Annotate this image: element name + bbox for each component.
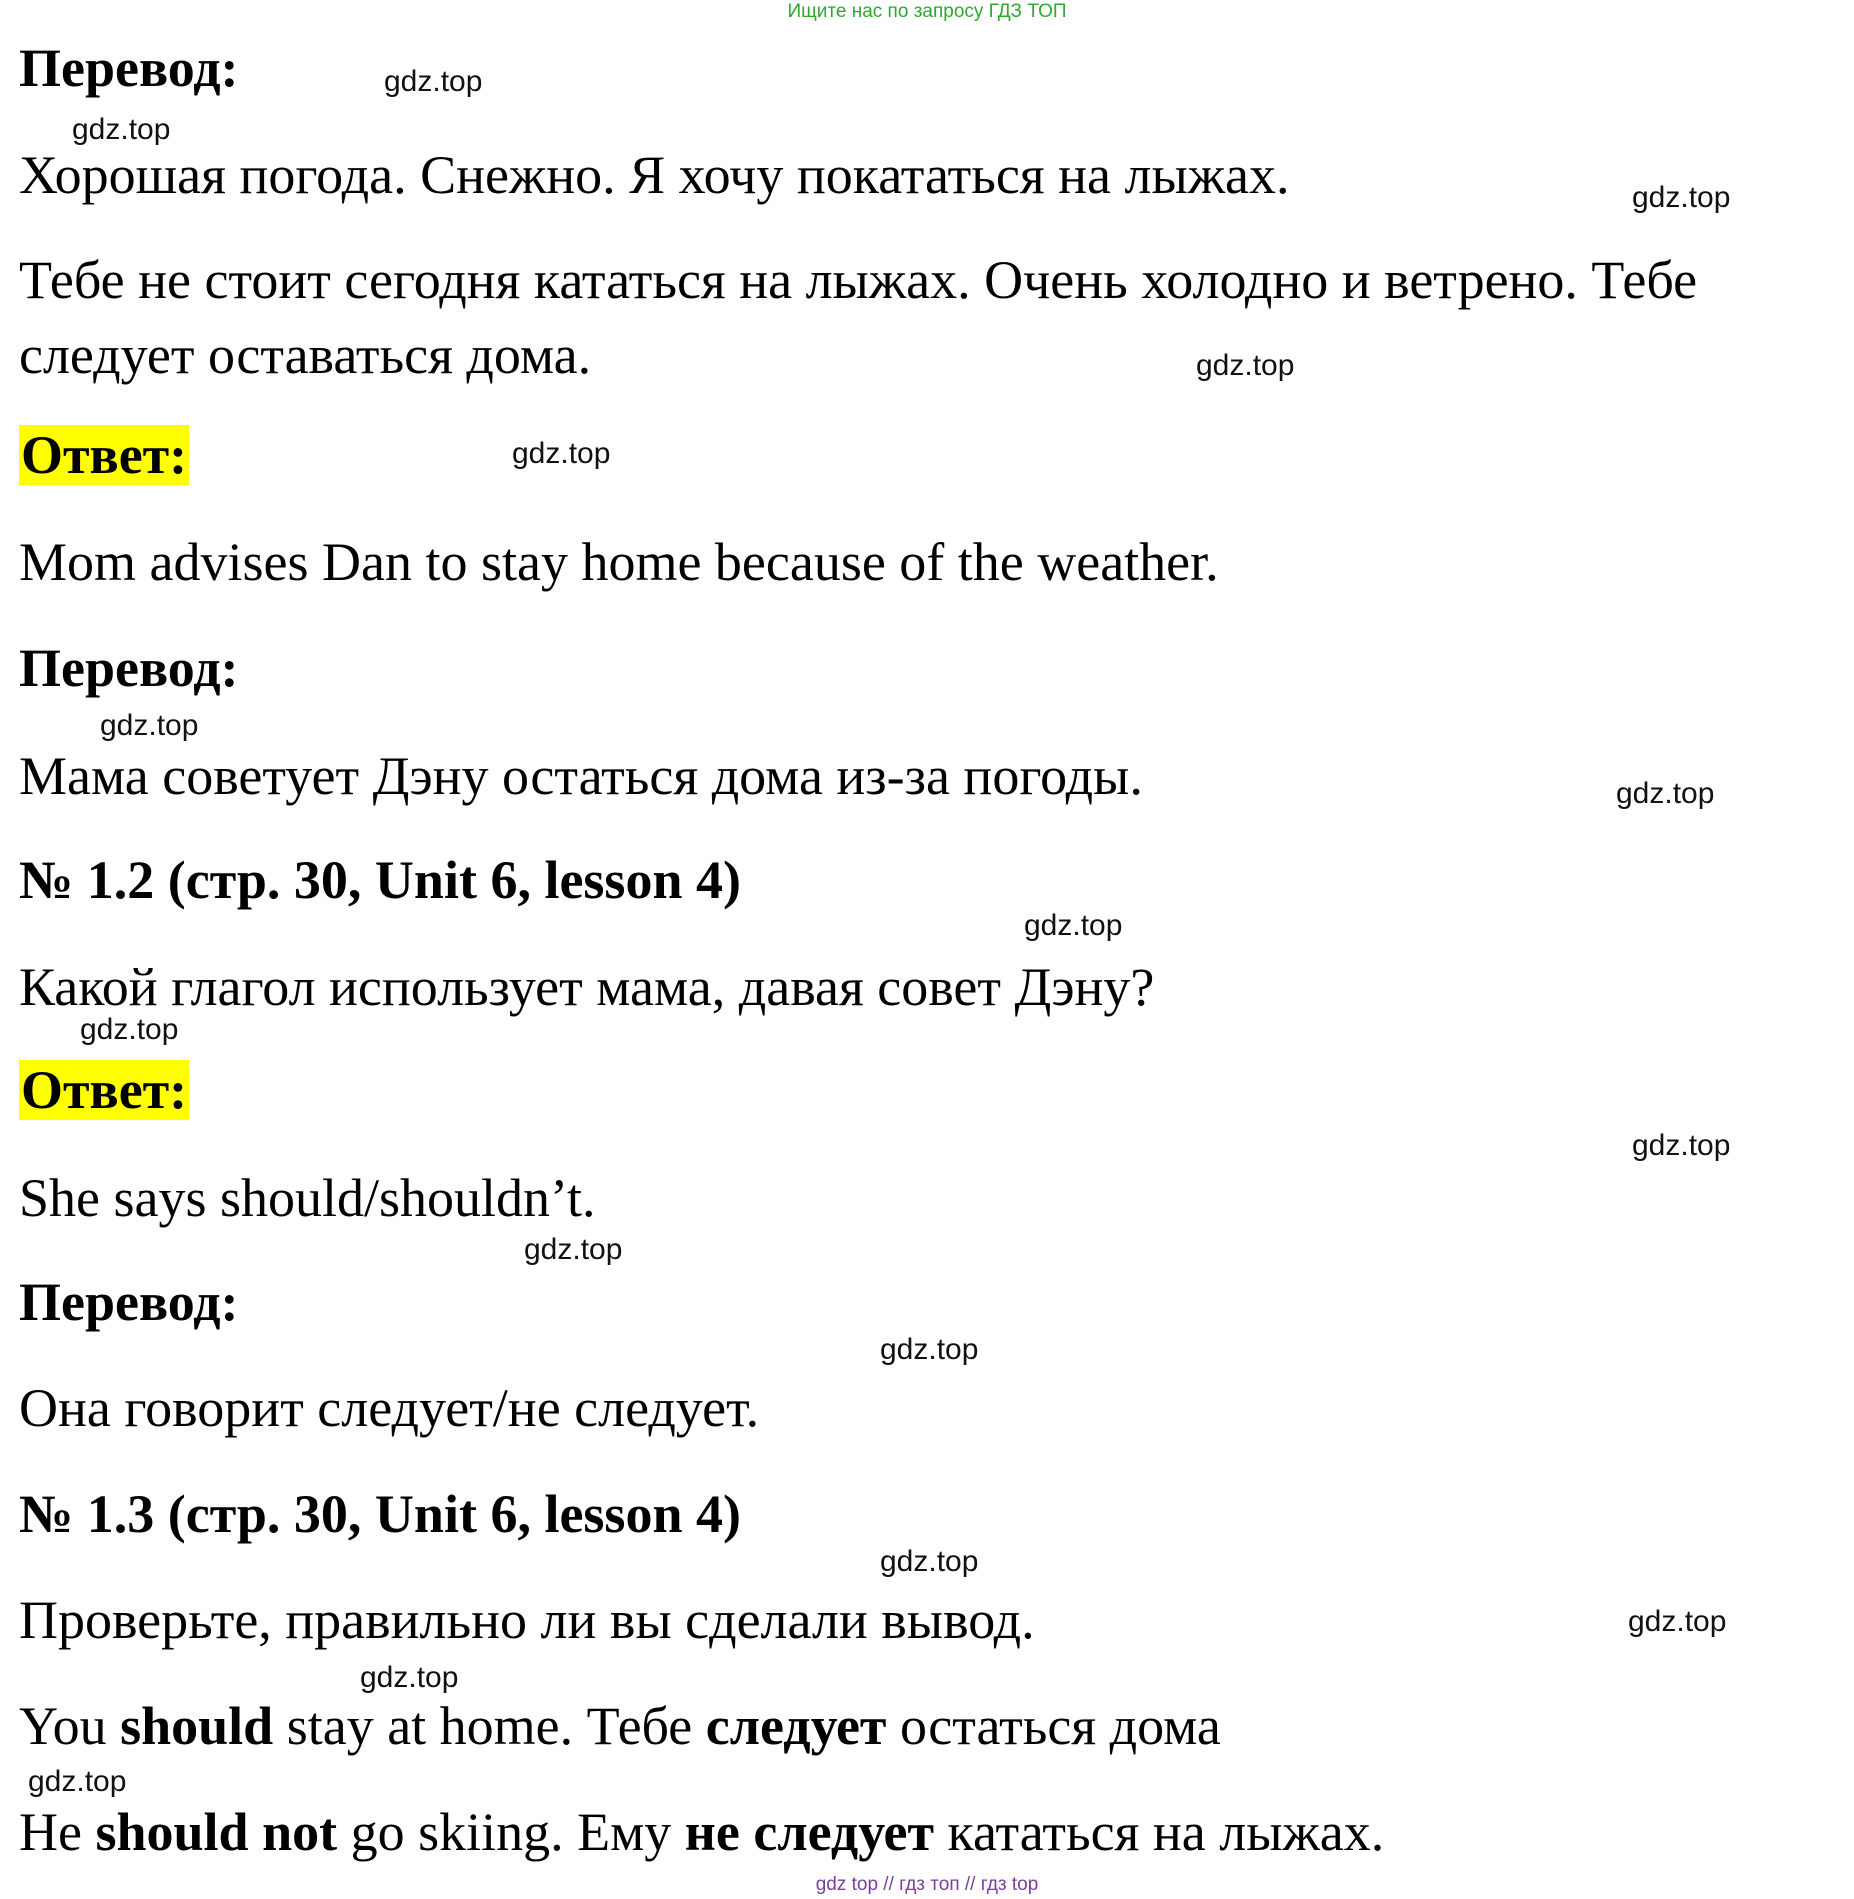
example-2-bold-1: should not (95, 1802, 338, 1862)
watermark: gdz.top (1632, 1129, 1731, 1162)
watermark: gdz.top (100, 709, 199, 742)
example-sentence-2 (19, 1800, 1384, 1864)
answer-label-2-highlight: Ответ: (21, 1060, 188, 1120)
watermark: gdz.top (1024, 909, 1123, 942)
watermark: gdz.top (384, 65, 483, 98)
watermark: gdz.top (1632, 181, 1731, 214)
example-1-part-1: You (19, 1696, 121, 1756)
watermark: gdz.top (880, 1333, 979, 1366)
translation-1-line-1: Хорошая погода. Снежно. Я хочу покататься на лыжах. (19, 145, 1290, 205)
answer-1-text: Mom advises Dan to stay home because of the weather. (19, 532, 1219, 592)
translation-1-line-3: следует оставаться дома. (19, 325, 592, 385)
example-sentence-1 (19, 1694, 1221, 1758)
answer-label-1 (19, 423, 189, 487)
watermark: gdz.top (1616, 777, 1715, 810)
example-2-bold-2: не следует (684, 1802, 935, 1862)
watermark: gdz.top (512, 437, 611, 470)
watermark: gdz.top (880, 1545, 979, 1578)
translation-1-line-2: Тебе не стоит сегодня кататься на лыжах. Очень холодно и ветрено. Тебе (19, 250, 1698, 310)
footer-watermark: gdz top // гдз топ // гдз top (815, 1874, 1039, 1895)
watermark: gdz.top (72, 113, 171, 146)
answer-label-2 (19, 1058, 189, 1122)
example-2-part-3: кататься на лыжах. (934, 1802, 1385, 1862)
answer-label-1-highlight: Ответ: (21, 425, 188, 485)
task-1-3-question: Проверьте, правильно ли вы сделали вывод. (19, 1590, 1035, 1650)
translation-2-text: Мама советует Дэну остаться дома из-за погоды. (19, 746, 1143, 806)
task-1-3-heading: № 1.3 (стр. 30, Unit 6, lesson 4) (19, 1484, 741, 1544)
example-1-bold-1: should (120, 1696, 274, 1756)
task-1-2-heading: № 1.2 (стр. 30, Unit 6, lesson 4) (19, 850, 741, 910)
translation-label-2: Перевод: (19, 638, 239, 698)
answer-2-text: She says should/shouldn’t. (19, 1168, 596, 1228)
example-1-bold-2: следует (705, 1696, 887, 1756)
translation-label-1: Перевод: (19, 38, 239, 98)
watermark: gdz.top (80, 1013, 179, 1046)
watermark: gdz.top (1628, 1605, 1727, 1638)
watermark: gdz.top (360, 1661, 459, 1694)
example-2-part-2: go skiing. Ему (337, 1802, 685, 1862)
task-1-2-question: Какой глагол использует мама, давая совет Дэну? (19, 957, 1155, 1017)
watermark: gdz.top (1196, 349, 1295, 382)
translation-label-3: Перевод: (19, 1272, 239, 1332)
watermark: gdz.top (28, 1765, 127, 1798)
translation-3-text: Она говорит следует/не следует. (19, 1378, 760, 1438)
example-1-part-3: остаться дома (886, 1696, 1221, 1756)
watermark: gdz.top (524, 1233, 623, 1266)
example-1-part-2: stay at home. Тебе (273, 1696, 706, 1756)
header-search-note: Ищите нас по запросу ГДЗ ТОП (787, 1, 1067, 22)
example-2-part-1: He (19, 1802, 96, 1862)
